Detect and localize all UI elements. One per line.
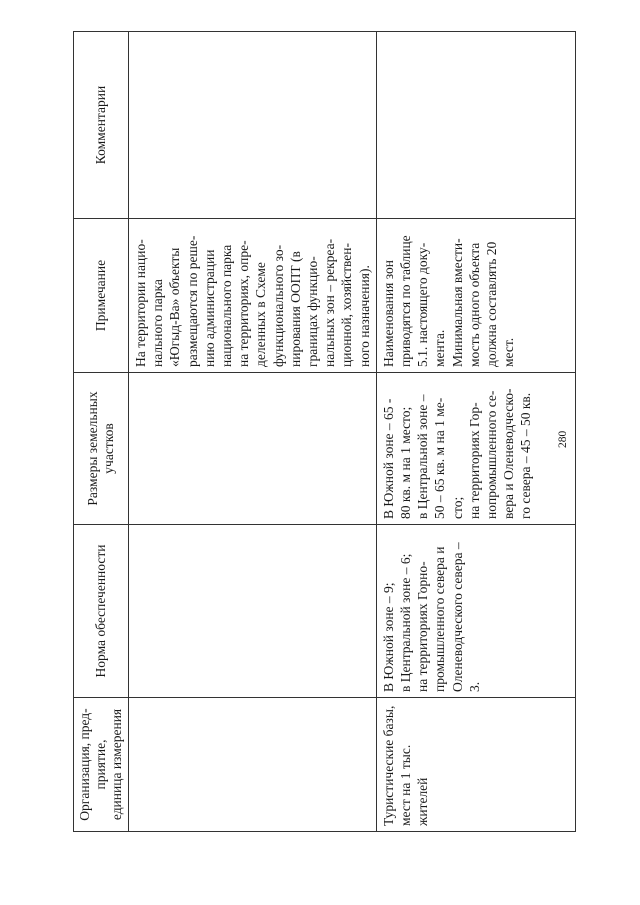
row1-note: На территории нацио- нального парка «Югыд-Ва» объекты размещаются по реше- нию администрации национального парка на территориях, опре- деленных в Схеме функционального зо- нирования ООПТ (в границах функцио- нальных зон – рекреа- ционной, хозяйствен- ного назначения). (129, 219, 377, 373)
header-comments: Комментарии (74, 32, 129, 219)
table-header-row (74, 32, 129, 832)
requirements-table (73, 31, 576, 832)
header-organization: Организация, пред- приятие, единица измерения (74, 698, 129, 832)
row1-plot-size (129, 373, 377, 525)
row2-organization: Туристические базы, мест на 1 тыс. жителей (376, 698, 575, 832)
page-number: 280 (557, 430, 569, 448)
row1-organization (129, 698, 377, 832)
row2-plot-size: В Южной зоне – 65 - 80 кв. м на 1 место; в Центральной зоне – 50 – 65 кв. м на 1 ме- сто; на территориях Гор- нопромышленного се- вера и Оленеводческо- го севера – 45 – 50 кв. (376, 373, 575, 525)
header-note: Примечание (74, 219, 129, 373)
row2-norm: В Южной зоне – 9; в Центральной зоне – 6; на территориях Горно- промышленного севера и Оленеводческого севера – 3. (376, 525, 575, 698)
header-plot-size: Размеры земельных участков (74, 373, 129, 525)
table-row (376, 32, 575, 832)
row1-comments (129, 32, 377, 219)
row2-note: Наименования зон приводятся по таблице 5.1. настоящего доку- мента. Минимальная вмести- мость одного объекта должна составлять 20 мест. (376, 219, 575, 373)
row2-comments (376, 32, 575, 219)
table-row (129, 32, 377, 832)
rotated-page (73, 32, 576, 832)
row1-norm (129, 525, 377, 698)
header-norm: Норма обеспеченности (74, 525, 129, 698)
